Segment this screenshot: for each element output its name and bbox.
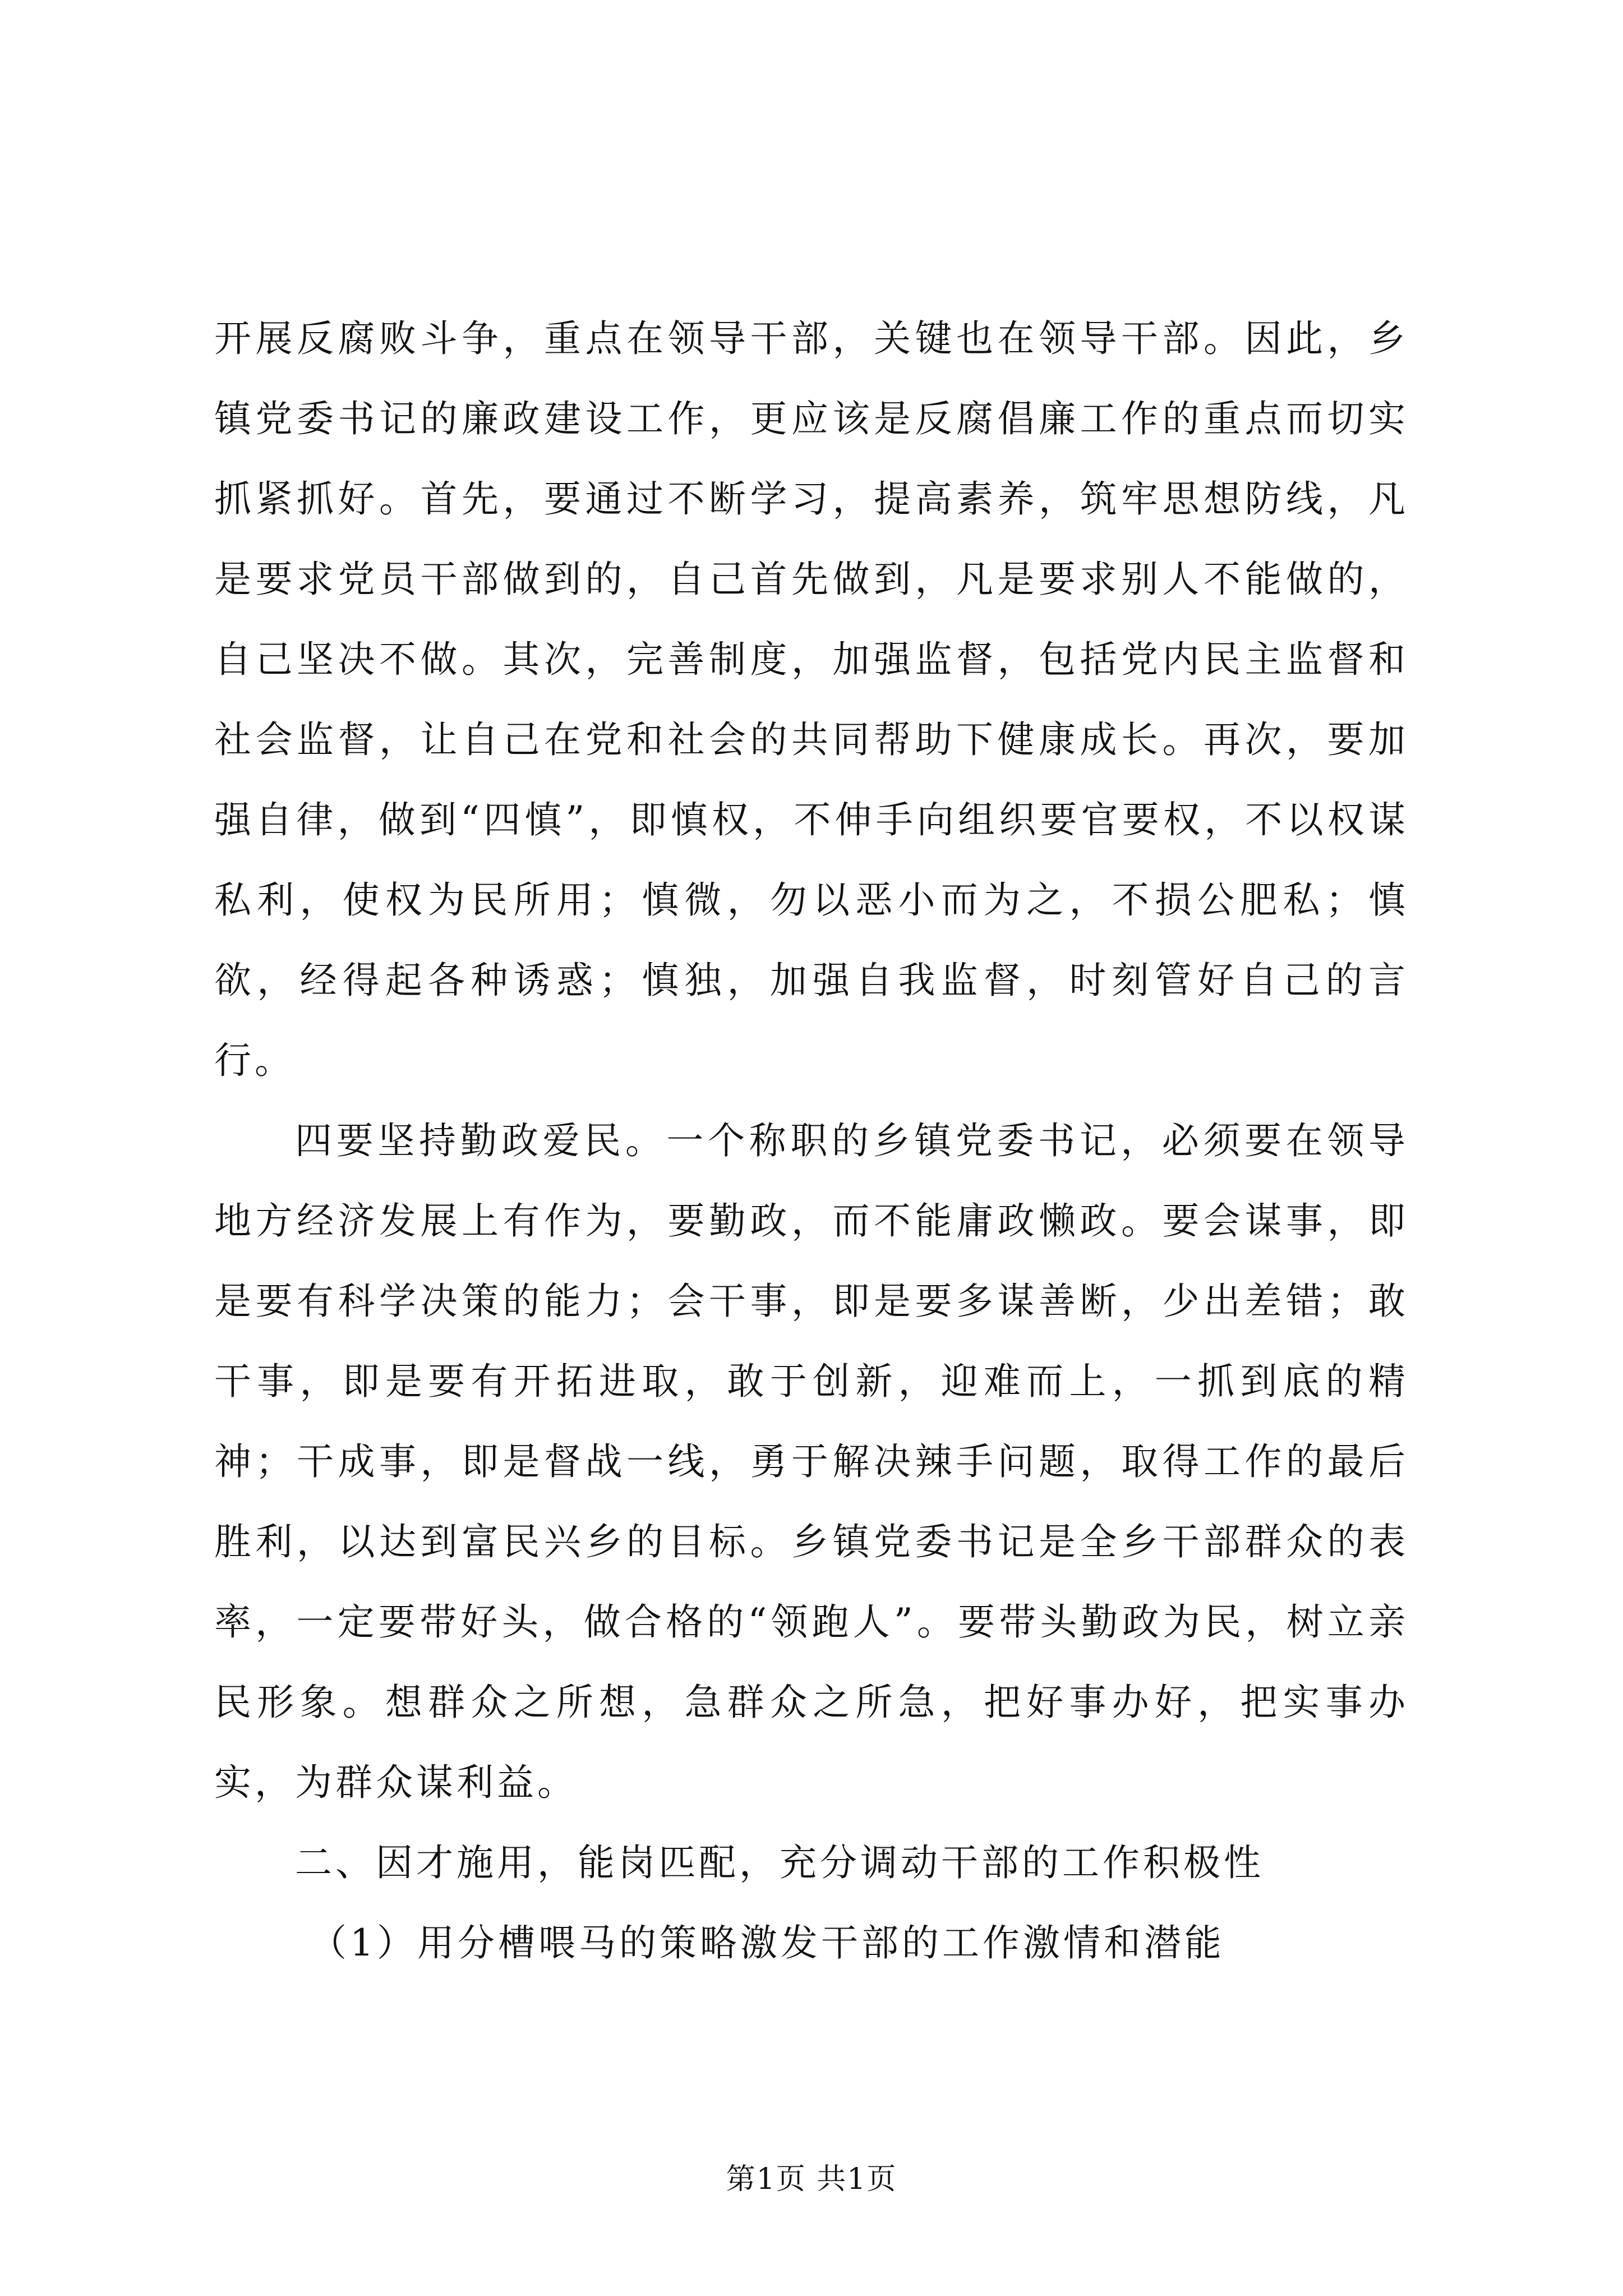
document-body	[214, 298, 1409, 1983]
paragraph-anti-corruption: 开展反腐败斗争，重点在领导干部，关键也在领导干部。因此，乡镇党委书记的廉政建设工作，更应该是反腐倡廉工作的重点而切实抓紧抓好。首先，要通过不断学习，提高素养，筑牢思想防线，凡是要求党员干部做到的，自己首先做到，凡是要求别人不能做的，自己坚决不做。其次，完善制度，加强监督，包括党内民主监督和社会监督，让自己在党和社会的共同帮助下健康成长。再次，要加强自律，做到“四慎”，即慎权，不伸手向组织要官要权，不以权谋私利，使权为民所用；慎微，勿以恶小而为之，不损公肥私；慎欲，经得起各种诱惑；慎独，加强自我监督，时刻管好自己的言行。	[214, 317, 1409, 1082]
section-heading: 二、因才施用，能岗匹配，充分调动干部的工作积极性	[295, 1841, 1264, 1884]
paragraph-diligent-governance: 四要坚持勤政爱民。一个称职的乡镇党委书记，必须要在领导地方经济发展上有作为，要勤政，而不能庸政懒政。要会谋事，即是要有科学决策的能力；会干事，即是要多谋善断，少出差错；敢干事，即是要有开拓进取，敢于创新，迎难而上，一抓到底的精神；干成事，即是督战一线，勇于解决辣手问题，取得工作的最后胜利，以达到富民兴乡的目标。乡镇党委书记是全乡干部群众的表率，一定要带好头，做合格的“领跑人”。要带头勤政为民，树立亲民形象。想群众之所想，急群众之所急，把好事办好，把实事办实，为群众谋利益。	[214, 1119, 1409, 1804]
sub-heading: （1）用分槽喂马的策略激发干部的工作激情和潜能	[310, 1921, 1225, 1964]
page-footer: 第1页 共1页	[726, 2162, 897, 2196]
